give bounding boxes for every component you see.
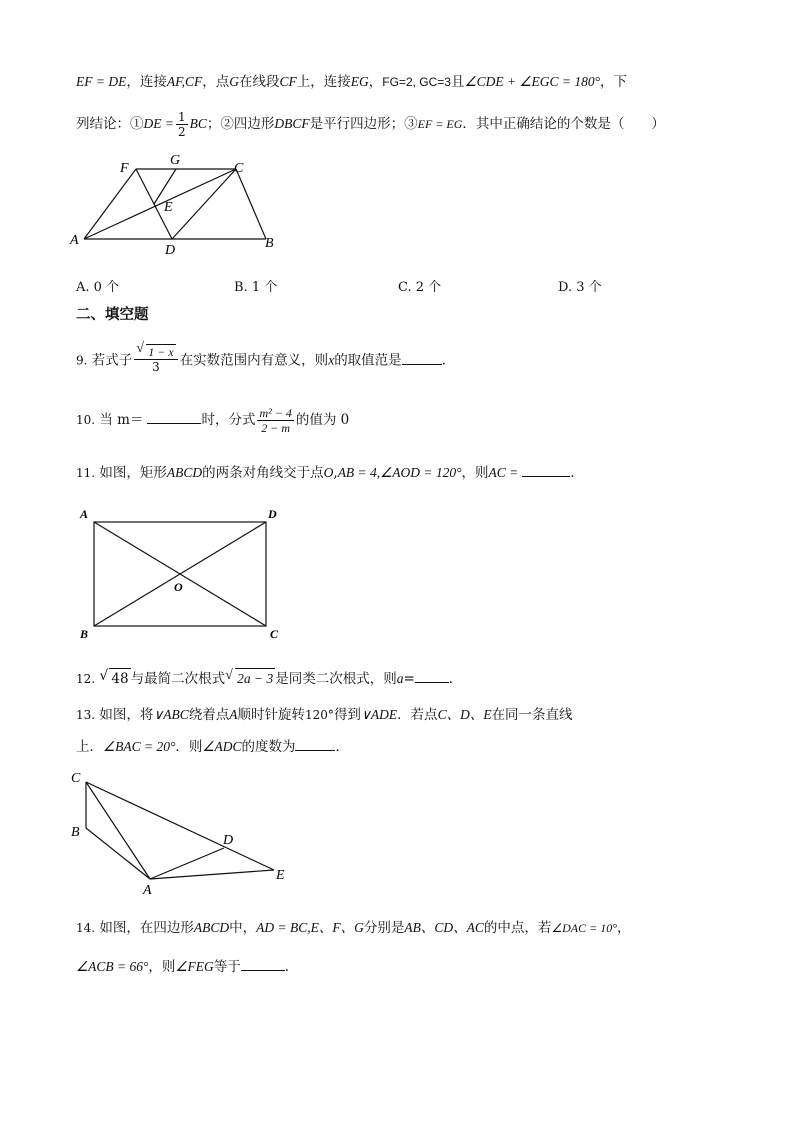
q8-segment-bc: BC	[189, 116, 207, 131]
label-c: C	[270, 627, 279, 641]
q8-text: 是平行四边形；③	[309, 116, 418, 132]
q11-figure	[74, 504, 294, 642]
label-e: E	[276, 868, 285, 883]
q13-text: 绕着点	[188, 707, 230, 723]
q14-quad: ABCD	[193, 920, 230, 935]
q10-text: 时，分式	[201, 412, 256, 428]
q11-rect: ABCD	[166, 465, 203, 480]
label-g: G	[170, 153, 181, 168]
label-o: O	[174, 580, 183, 594]
radical: √ 1 − x	[146, 344, 175, 359]
q10	[76, 406, 349, 435]
label-a: A	[70, 233, 79, 248]
q8-text: 在线段	[239, 74, 280, 90]
label-e: E	[164, 200, 173, 215]
fraction-numerator: m² − 4	[259, 406, 292, 420]
q8-quad: DBCF	[274, 116, 310, 131]
q8-text: ，下	[600, 74, 628, 90]
segment-dc	[172, 169, 236, 239]
q10-fraction	[257, 406, 293, 435]
q8-text: 上，连接	[296, 74, 351, 90]
q13-text: 如图，将	[99, 707, 154, 723]
q14-line2	[76, 956, 298, 977]
q14-text: ，则	[148, 959, 176, 975]
q13-text: ．若点	[397, 707, 438, 723]
q13-given: ∠BAC = 20°	[103, 739, 176, 754]
section-title: 二、填空题	[76, 307, 149, 323]
q12	[76, 668, 462, 689]
label-a: A	[80, 507, 89, 521]
q9-text: 的取值范是	[334, 352, 402, 369]
q9-text: 若式子	[91, 352, 133, 369]
segment-ce	[86, 782, 274, 870]
q12-text: 是同类二次根式，则	[275, 671, 397, 687]
q14-given: AD = BC,E、F、G	[256, 920, 364, 935]
q13-text: 得到	[333, 707, 361, 723]
q10-text: 的值为 0	[295, 412, 350, 428]
q9-text: 在实数范围内有意义，则	[179, 352, 329, 369]
q14-ask: ∠FEG	[175, 959, 214, 974]
segment-cb	[236, 169, 266, 239]
q14-text: 分别是	[363, 920, 405, 936]
q14-angle2: ∠ACB = 66°	[76, 959, 149, 974]
answer-blank[interactable]	[522, 462, 570, 477]
q12-end: ．	[448, 671, 463, 687]
q8-text: ；②四边形	[206, 116, 275, 132]
q9-end: ．	[441, 352, 456, 369]
q8-line1	[76, 72, 627, 92]
option-a[interactable]: A. 0 个	[76, 280, 120, 295]
q9-fraction	[134, 344, 177, 374]
segment-ba	[86, 828, 150, 879]
q11	[76, 462, 584, 483]
q8-text: ，连接	[126, 74, 167, 90]
q13-text: 的度数为	[241, 739, 296, 755]
q8-figure	[66, 150, 286, 260]
answer-blank[interactable]	[295, 736, 335, 751]
segment-af	[84, 169, 136, 239]
q11-point: O	[323, 465, 334, 480]
q10-text: 当 m＝	[99, 412, 144, 428]
q11-given: AB = 4,∠AOD = 120°	[337, 465, 462, 480]
q8-eq1: EF = DE	[76, 74, 127, 89]
q8-fraction	[176, 110, 188, 139]
q8-text: ，	[368, 74, 383, 90]
q13-text: 顺时针旋转	[237, 707, 306, 723]
q14-text: 等于	[213, 959, 241, 975]
q13-ask: ∠ADC	[202, 739, 242, 754]
answer-blank[interactable]	[415, 668, 449, 683]
q8-text: 且	[450, 74, 465, 90]
q13-end: ．	[335, 739, 349, 755]
q11-end: ．	[570, 465, 584, 481]
q8-eq3: EF = EG	[417, 117, 463, 131]
q12-var: a	[396, 671, 404, 686]
label-b: B	[265, 236, 274, 251]
question-number: 12.	[76, 672, 96, 686]
q14-angle1: ∠DAC = 10°	[551, 921, 618, 935]
fraction-denominator: 2 − m	[261, 421, 291, 435]
q8-segments: AF,CF	[166, 74, 203, 89]
q13-points: C、D、E	[437, 707, 492, 722]
fraction-denominator: 2	[177, 125, 186, 139]
q13-angle: 120°	[305, 708, 334, 722]
fraction-denominator: 3	[152, 360, 160, 374]
q8-angle-eq: ∠CDE + ∠EGC = 180°	[464, 74, 601, 89]
q14-text: 中，	[229, 920, 257, 936]
fraction-numerator: 1	[177, 110, 186, 124]
q11-text: 如图，矩形	[99, 465, 167, 481]
q13-line1	[76, 705, 573, 725]
segment-ac	[84, 169, 236, 239]
q13-text: ．则	[175, 739, 203, 755]
label-b: B	[71, 825, 80, 840]
label-c: C	[71, 771, 81, 786]
q13-text: 上．	[76, 739, 103, 755]
q8-segment-cf: CF	[279, 74, 297, 89]
q13-tri1: ∨ABC	[153, 707, 189, 722]
q8-lengths: FG=2, GC=3	[382, 75, 451, 89]
question-number: 9.	[76, 353, 88, 368]
label-a: A	[143, 883, 152, 898]
q14-text: ，	[617, 920, 631, 936]
q9-var: x	[328, 352, 335, 368]
q8-line2	[76, 110, 665, 139]
option-b[interactable]: B. 1 个	[234, 280, 278, 295]
q13-text: 在同一条直线	[491, 707, 573, 723]
q11-text: ，则	[461, 465, 489, 481]
label-b: B	[80, 627, 89, 641]
question-number: 10.	[76, 413, 96, 427]
q14-line1	[76, 918, 631, 938]
q8-text: ，点	[202, 74, 230, 90]
option-d[interactable]: D. 3 个	[558, 280, 602, 295]
q9	[76, 346, 455, 376]
q8-conclusions-label: 列结论：①	[76, 116, 144, 132]
q13-figure	[66, 766, 296, 898]
label-d: D	[165, 243, 176, 258]
q14-end: ．	[284, 959, 299, 975]
label-c: C	[234, 161, 244, 176]
q8-point-g: G	[229, 74, 239, 89]
q14-text: 的中点，若	[483, 920, 552, 936]
label-d: D	[223, 833, 234, 848]
q11-text: ,	[333, 465, 338, 481]
answer-blank[interactable]	[147, 409, 201, 424]
label-f: F	[120, 161, 129, 176]
label-d: D	[268, 507, 277, 521]
q8-question: ．其中正确结论的个数是（ ）	[462, 116, 665, 132]
q13-tri2: ∨ADE	[360, 707, 398, 722]
q11-ask: AC =	[488, 465, 519, 480]
question-number: 14.	[76, 921, 96, 935]
question-number: 11.	[76, 466, 96, 480]
q12-text: 与最简二次根式	[130, 671, 226, 687]
q11-text: 的两条对角线交于点	[202, 465, 324, 481]
q14-segments: AB、CD、AC	[404, 920, 484, 935]
q13-point: A	[229, 707, 238, 722]
q8-segment-eg: EG	[350, 74, 369, 89]
q8-eq2: DE =	[143, 116, 174, 131]
q14-text: 如图，在四边形	[99, 920, 194, 936]
fraction-numerator	[134, 344, 177, 360]
radical-48: √ 48	[109, 668, 130, 689]
answer-blank[interactable]	[241, 956, 285, 971]
question-number: 13.	[76, 708, 96, 722]
answer-blank[interactable]	[402, 350, 442, 365]
q12-text: =	[403, 671, 415, 687]
q13-line2	[76, 736, 349, 757]
option-c[interactable]: C. 2 个	[398, 280, 442, 295]
radical-2a-3: √ 2a − 3	[235, 668, 275, 689]
